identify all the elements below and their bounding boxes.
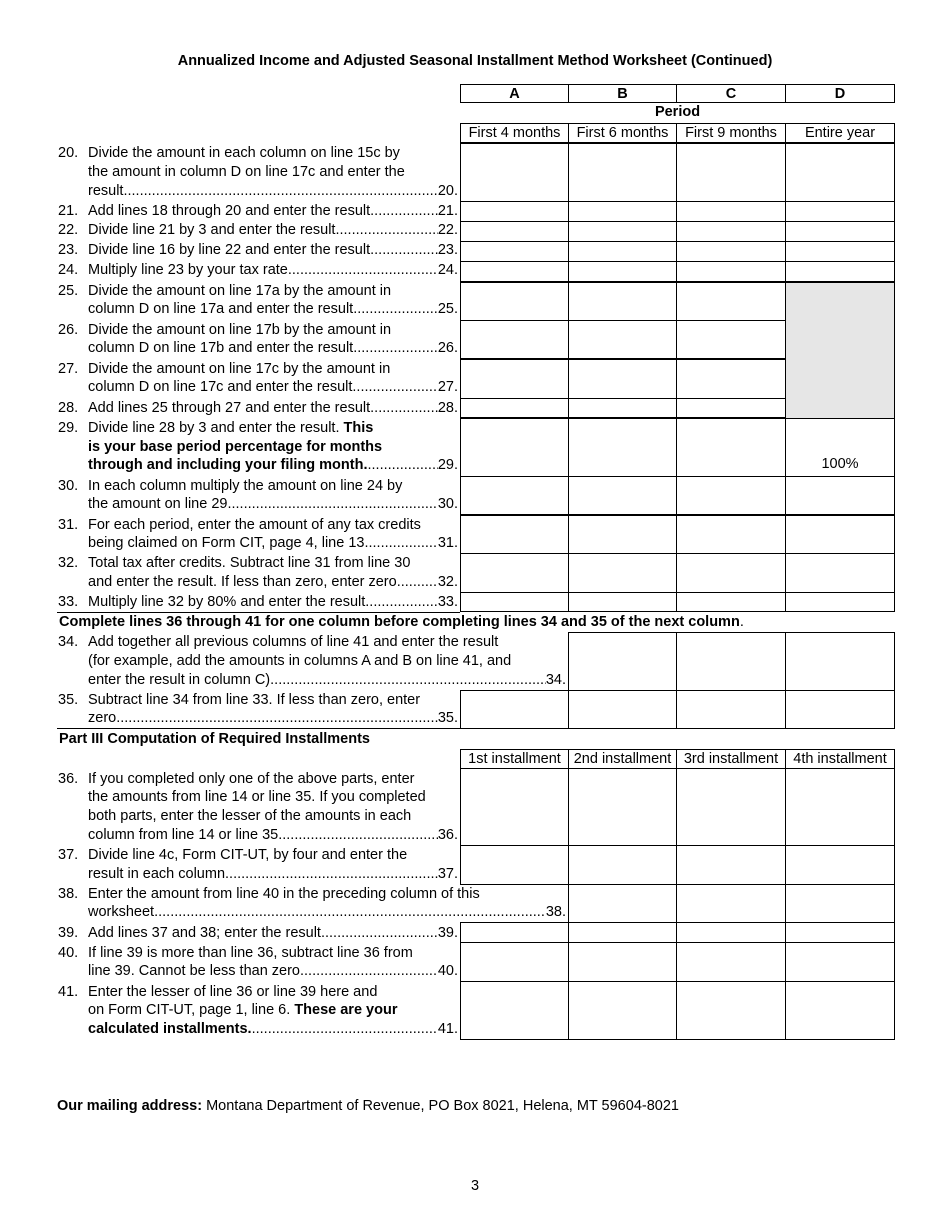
line-37-column-b-cell[interactable] bbox=[568, 845, 677, 885]
line-33-ref: 33. bbox=[437, 594, 458, 610]
line-25-number: 25. bbox=[58, 283, 79, 299]
line-29-text-1 bbox=[88, 419, 373, 438]
line-23-column-a-cell[interactable] bbox=[460, 241, 569, 262]
line-32-column-a-cell[interactable] bbox=[460, 553, 569, 593]
line-35-column-d-cell[interactable] bbox=[785, 690, 895, 729]
line-29-column-d-cell[interactable] bbox=[785, 418, 895, 477]
period-first-6-months: First 6 months bbox=[568, 123, 677, 143]
line-25-column-a-cell[interactable] bbox=[460, 282, 569, 321]
line-27-leader bbox=[88, 378, 458, 397]
line-36-column-b-cell[interactable] bbox=[568, 768, 677, 846]
line-28-column-a-cell[interactable] bbox=[460, 398, 569, 418]
line-21-column-a-cell[interactable] bbox=[460, 201, 569, 222]
line-21-column-d-cell[interactable] bbox=[785, 201, 895, 222]
period-label: Period bbox=[654, 104, 701, 120]
line-31-ref: 31. bbox=[437, 535, 458, 551]
line-31-text-1: For each period, enter the amount of any tax credits bbox=[88, 517, 421, 533]
line-34-text-3: enter the result in column C) bbox=[88, 672, 271, 688]
line-36-text-3: both parts, enter the lesser of the amounts in each bbox=[88, 808, 412, 824]
divider-line-33 bbox=[57, 612, 460, 613]
line-22-number: 22. bbox=[58, 222, 79, 238]
line-35-leader bbox=[88, 709, 458, 728]
period-first-9-months: First 9 months bbox=[676, 123, 786, 143]
line-40-column-c-cell[interactable] bbox=[676, 942, 786, 982]
line-20-text-1: Divide the amount in each column on line 15c by bbox=[88, 145, 400, 161]
line-29-column-a-cell[interactable] bbox=[460, 418, 569, 477]
line-33-leader bbox=[88, 593, 458, 612]
line-29-column-d-value: 100% bbox=[821, 456, 859, 472]
line-35-column-b-cell[interactable] bbox=[568, 690, 677, 729]
line-36-column-d-cell[interactable] bbox=[785, 768, 895, 846]
line-31-column-a-cell[interactable] bbox=[460, 515, 569, 554]
line-33-column-a-cell[interactable] bbox=[460, 592, 569, 612]
line-23-number: 23. bbox=[58, 242, 79, 258]
line-23-leader bbox=[88, 241, 458, 260]
line-25-ref: 25. bbox=[437, 301, 458, 317]
line-24-column-b-cell[interactable] bbox=[568, 261, 677, 282]
line-37-column-d-cell[interactable] bbox=[785, 845, 895, 885]
line-24-number: 24. bbox=[58, 262, 79, 278]
line-31-column-d-cell[interactable] bbox=[785, 515, 895, 554]
line-33-column-c-cell[interactable] bbox=[676, 592, 786, 612]
line-39-leader bbox=[88, 924, 458, 943]
line-38-ref: 38. bbox=[545, 904, 566, 920]
line-20-column-d-cell[interactable] bbox=[785, 143, 895, 202]
line-29-column-b-cell[interactable] bbox=[568, 418, 677, 477]
line-38-number: 38. bbox=[58, 886, 79, 902]
line-20-text-3: result bbox=[88, 183, 124, 199]
worksheet-title: Annualized Income and Adjusted Seasonal Installment Method Worksheet (Continued) bbox=[177, 53, 773, 69]
line-21-leader bbox=[88, 202, 458, 221]
line-22-column-a-cell[interactable] bbox=[460, 221, 569, 242]
period-entire-year: Entire year bbox=[785, 123, 895, 143]
line-23-column-d-cell[interactable] bbox=[785, 241, 895, 262]
line-23-text: Divide line 16 by line 22 and enter the result bbox=[88, 242, 371, 258]
line-26-column-c-cell[interactable] bbox=[676, 320, 786, 359]
line-31-number: 31. bbox=[58, 517, 79, 533]
line-41-text-3: calculated installments. bbox=[88, 1021, 252, 1037]
line-25-text-1: Divide the amount on line 17a by the amount in bbox=[88, 283, 392, 299]
line-27-text-1: Divide the amount on line 17c by the amount in bbox=[88, 361, 391, 377]
line-30-column-a-cell[interactable] bbox=[460, 476, 569, 515]
line-40-number: 40. bbox=[58, 945, 79, 961]
line-37-column-c-cell[interactable] bbox=[676, 845, 786, 885]
line-20-column-b-cell[interactable] bbox=[568, 143, 677, 202]
line-30-ref: 30. bbox=[437, 496, 458, 512]
line-27-text-2: column D on line 17c and enter the result bbox=[88, 379, 353, 395]
line-20-column-c-cell[interactable] bbox=[676, 143, 786, 202]
line-33-column-d-cell[interactable] bbox=[785, 592, 895, 612]
line-34-text-1: Add together all previous columns of line 41 and enter the result bbox=[88, 634, 499, 650]
line-26-column-a-cell[interactable] bbox=[460, 320, 569, 359]
line-29-number: 29. bbox=[58, 420, 79, 436]
line-37-leader bbox=[88, 865, 458, 884]
line-34-column-b-cell[interactable] bbox=[568, 632, 677, 691]
line-31-leader bbox=[88, 534, 458, 553]
line-33-text: Multiply line 32 by 80% and enter the result bbox=[88, 594, 366, 610]
line-25-column-b-cell[interactable] bbox=[568, 282, 677, 321]
line-39-text: Add lines 37 and 38; enter the result bbox=[88, 925, 321, 941]
installment-1-header: 1st installment bbox=[460, 749, 569, 769]
line-22-column-b-cell[interactable] bbox=[568, 221, 677, 242]
line-22-column-c-cell[interactable] bbox=[676, 221, 786, 242]
column-instruction bbox=[59, 613, 744, 632]
line-38-text-1: Enter the amount from line 40 in the preceding column of this bbox=[88, 886, 480, 902]
line-36-text-1: If you completed only one of the above parts, enter bbox=[88, 771, 415, 787]
line-36-text-4: column from line 14 or line 35 bbox=[88, 827, 279, 843]
line-29-leader bbox=[88, 456, 458, 475]
line-27-number: 27. bbox=[58, 361, 79, 377]
line-27-column-c-cell[interactable] bbox=[676, 359, 786, 399]
period-first-4-months: First 4 months bbox=[460, 123, 569, 143]
line-35-ref: 35. bbox=[437, 710, 458, 726]
line-30-column-b-cell[interactable] bbox=[568, 476, 677, 515]
line-30-leader bbox=[88, 495, 458, 514]
line-24-text: Multiply line 23 by your tax rate bbox=[88, 262, 288, 278]
line-36-column-a-cell[interactable] bbox=[460, 768, 569, 846]
line-38-column-c-cell[interactable] bbox=[676, 884, 786, 923]
line-25-column-c-cell[interactable] bbox=[676, 282, 786, 321]
line-39-column-c-cell[interactable] bbox=[676, 922, 786, 943]
line-41-ref: 41. bbox=[437, 1021, 458, 1037]
line-23-column-c-cell[interactable] bbox=[676, 241, 786, 262]
line-23-column-b-cell[interactable] bbox=[568, 241, 677, 262]
line-32-column-d-cell[interactable] bbox=[785, 553, 895, 593]
column-d-header: D bbox=[785, 84, 895, 103]
line-20-column-a-cell[interactable] bbox=[460, 143, 569, 202]
line-28-column-c-cell[interactable] bbox=[676, 398, 786, 418]
line-39-column-b-cell[interactable] bbox=[568, 922, 677, 943]
line-29-text-3: through and including your filing month. bbox=[88, 457, 368, 473]
line-41-column-a-cell[interactable] bbox=[460, 981, 569, 1040]
part-3-title: Part III Computation of Required Installments bbox=[59, 731, 370, 747]
column-b-header: B bbox=[568, 84, 677, 103]
line-41-column-c-cell[interactable] bbox=[676, 981, 786, 1040]
divider-line-35 bbox=[57, 728, 460, 729]
line-35-text-1: Subtract line 34 from line 33. If less than zero, enter bbox=[88, 692, 421, 708]
line-21-column-b-cell[interactable] bbox=[568, 201, 677, 222]
line-32-ref: 32. bbox=[437, 574, 458, 590]
line-24-column-a-cell[interactable] bbox=[460, 261, 569, 282]
line-28-text: Add lines 25 through 27 and enter the result bbox=[88, 400, 371, 416]
line-39-number: 39. bbox=[58, 925, 79, 941]
line-31-column-b-cell[interactable] bbox=[568, 515, 677, 554]
line-28-number: 28. bbox=[58, 400, 79, 416]
line-28-ref: 28. bbox=[437, 400, 458, 416]
line-27-column-a-cell[interactable] bbox=[460, 359, 569, 399]
column-c-header: C bbox=[676, 84, 786, 103]
line-40-text-2: line 39. Cannot be less than zero bbox=[88, 963, 300, 979]
line-36-column-c-cell[interactable] bbox=[676, 768, 786, 846]
line-26-text-1: Divide the amount on line 17b by the amount in bbox=[88, 322, 392, 338]
line-41-leader bbox=[88, 1020, 458, 1039]
line-39-ref: 39. bbox=[437, 925, 458, 941]
line-26-number: 26. bbox=[58, 322, 79, 338]
line-38-text-2: worksheet bbox=[88, 904, 155, 920]
line-34-column-d-cell[interactable] bbox=[785, 632, 895, 691]
line-22-column-d-cell[interactable] bbox=[785, 221, 895, 242]
line-38-column-d-cell[interactable] bbox=[785, 884, 895, 923]
line-35-column-a-cell[interactable] bbox=[460, 690, 569, 729]
line-39-column-a-cell[interactable] bbox=[460, 922, 569, 943]
line-34-column-c-cell[interactable] bbox=[676, 632, 786, 691]
line-28-column-b-cell[interactable] bbox=[568, 398, 677, 418]
line-40-leader bbox=[88, 962, 458, 981]
line-40-column-b-cell[interactable] bbox=[568, 942, 677, 982]
line-40-column-d-cell[interactable] bbox=[785, 942, 895, 982]
line-34-ref: 34. bbox=[545, 672, 566, 688]
line-23-ref: 23. bbox=[437, 242, 458, 258]
line-20-ref: 20. bbox=[437, 183, 458, 199]
line-32-column-b-cell[interactable] bbox=[568, 553, 677, 593]
line-41-column-d-cell[interactable] bbox=[785, 981, 895, 1040]
shaded-column-d-lines-25-28 bbox=[785, 282, 895, 419]
line-25-text-2: column D on line 17a and enter the result bbox=[88, 301, 354, 317]
line-30-text-1: In each column multiply the amount on line 24 by bbox=[88, 478, 403, 494]
mailing-address-value: Montana Department of Revenue, PO Box 8021, Helena, MT 59604-8021 bbox=[206, 1098, 679, 1114]
line-21-column-c-cell[interactable] bbox=[676, 201, 786, 222]
installment-3-header: 3rd installment bbox=[676, 749, 786, 769]
line-39-column-d-cell[interactable] bbox=[785, 922, 895, 943]
line-32-text-1: Total tax after credits. Subtract line 31 from line 30 bbox=[88, 555, 411, 571]
line-40-text-1: If line 39 is more than line 36, subtract line 36 from bbox=[88, 945, 413, 961]
line-29-ref: 29. bbox=[437, 457, 458, 473]
line-30-text-2: the amount on line 29. bbox=[88, 496, 232, 512]
line-21-number: 21. bbox=[58, 203, 79, 219]
line-30-column-c-cell[interactable] bbox=[676, 476, 786, 515]
line-32-leader bbox=[88, 573, 458, 592]
line-26-ref: 26. bbox=[437, 340, 458, 356]
mailing-address-label: Our mailing address: bbox=[57, 1098, 203, 1114]
installment-2-header: 2nd installment bbox=[568, 749, 677, 769]
line-34-text-2: (for example, add the amounts in columns A and B on line 41, and bbox=[88, 653, 512, 669]
line-24-ref: 24. bbox=[437, 262, 458, 278]
line-20-leader bbox=[88, 182, 458, 201]
line-29-text-2: is your base period percentage for months bbox=[88, 439, 383, 455]
line-32-number: 32. bbox=[58, 555, 79, 571]
line-25-leader bbox=[88, 300, 458, 319]
line-24-leader bbox=[88, 261, 458, 280]
line-38-leader bbox=[88, 903, 566, 922]
line-40-column-a-cell[interactable] bbox=[460, 942, 569, 982]
line-27-column-b-cell[interactable] bbox=[568, 359, 677, 399]
line-41-text-2a: on Form CIT-UT, page 1, line 6. bbox=[88, 1002, 291, 1018]
line-33-number: 33. bbox=[58, 594, 79, 610]
line-30-number: 30. bbox=[58, 478, 79, 494]
column-instruction-text: Complete lines 36 through 41 for one column before completing lines 34 and 35 of the next column bbox=[59, 614, 740, 630]
line-41-text-2 bbox=[88, 1001, 397, 1020]
line-22-text: Divide line 21 by 3 and enter the result bbox=[88, 222, 336, 238]
line-29-column-c-cell[interactable] bbox=[676, 418, 786, 477]
line-21-ref: 21. bbox=[437, 203, 458, 219]
line-24-column-d-cell[interactable] bbox=[785, 261, 895, 282]
line-28-leader bbox=[88, 399, 458, 418]
line-35-number: 35. bbox=[58, 692, 79, 708]
line-35-column-c-cell[interactable] bbox=[676, 690, 786, 729]
line-37-column-a-cell[interactable] bbox=[460, 845, 569, 885]
line-34-number: 34. bbox=[58, 634, 79, 650]
line-20-text-2: the amount in column D on line 17c and enter the bbox=[88, 164, 405, 180]
line-37-text-2: result in each column bbox=[88, 866, 226, 882]
line-41-text-2b: These are your bbox=[294, 1002, 398, 1018]
line-37-text-1: Divide line 4c, Form CIT-UT, by four and enter the bbox=[88, 847, 408, 863]
line-22-leader bbox=[88, 221, 458, 240]
line-29-text-1a: Divide line 28 by 3 and enter the result. bbox=[88, 420, 340, 436]
line-36-leader bbox=[88, 826, 458, 845]
line-36-number: 36. bbox=[58, 771, 79, 787]
line-41-number: 41. bbox=[58, 984, 79, 1000]
line-21-text: Add lines 18 through 20 and enter the result bbox=[88, 203, 371, 219]
line-37-number: 37. bbox=[58, 847, 79, 863]
line-31-column-c-cell[interactable] bbox=[676, 515, 786, 554]
line-37-ref: 37. bbox=[437, 866, 458, 882]
line-38-column-b-cell[interactable] bbox=[568, 884, 677, 923]
column-a-header: A bbox=[460, 84, 569, 103]
mailing-address bbox=[57, 1098, 679, 1114]
line-34-leader bbox=[88, 671, 566, 690]
line-29-text-1b: This bbox=[343, 420, 374, 436]
line-41-text-1: Enter the lesser of line 36 or line 39 here and bbox=[88, 984, 378, 1000]
line-26-text-2: column D on line 17b and enter the result bbox=[88, 340, 354, 356]
line-31-text-2: being claimed on Form CIT, page 4, line 13 bbox=[88, 535, 365, 551]
line-20-number: 20. bbox=[58, 145, 79, 161]
line-41-column-b-cell[interactable] bbox=[568, 981, 677, 1040]
line-26-leader bbox=[88, 339, 458, 358]
line-27-ref: 27. bbox=[437, 379, 458, 395]
line-36-text-2: the amounts from line 14 or line 35. If you completed bbox=[88, 789, 426, 805]
line-32-column-c-cell[interactable] bbox=[676, 553, 786, 593]
line-32-text-2: and enter the result. If less than zero, enter zero bbox=[88, 574, 397, 590]
installment-4-header: 4th installment bbox=[785, 749, 895, 769]
line-36-ref: 36. bbox=[437, 827, 458, 843]
line-24-column-c-cell[interactable] bbox=[676, 261, 786, 282]
column-instruction-period: . bbox=[739, 614, 744, 630]
line-30-column-d-cell[interactable] bbox=[785, 476, 895, 515]
line-26-column-b-cell[interactable] bbox=[568, 320, 677, 359]
page-number: 3 bbox=[470, 1178, 480, 1194]
line-22-ref: 22. bbox=[437, 222, 458, 238]
line-35-text-2: zero bbox=[88, 710, 117, 726]
line-40-ref: 40. bbox=[437, 963, 458, 979]
line-33-column-b-cell[interactable] bbox=[568, 592, 677, 612]
